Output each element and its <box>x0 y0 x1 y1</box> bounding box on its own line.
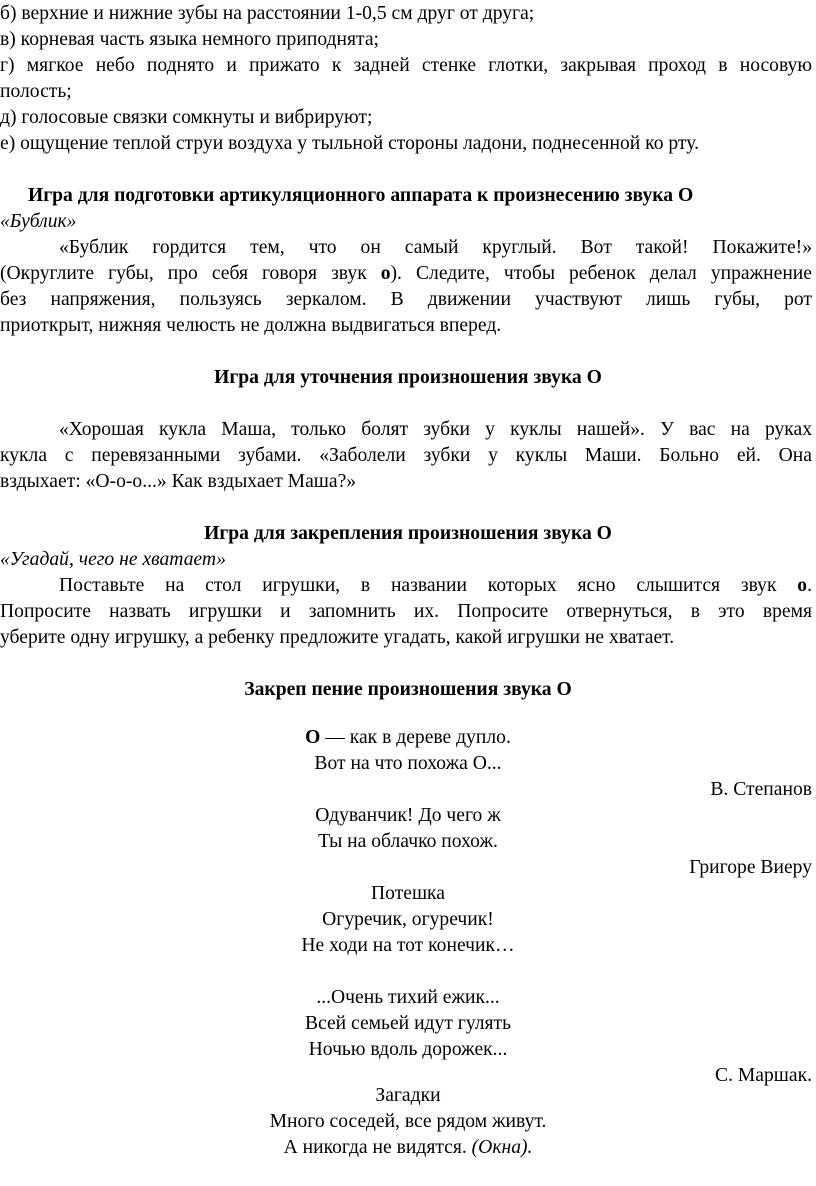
list-item-v: в) корневая часть языка немного приподнята; <box>0 29 379 50</box>
sound-letter: о <box>797 575 808 596</box>
section-heading-clarification: Игра для уточнения произношения звука О <box>214 367 602 388</box>
poem-line: Одуванчик! До чего ж <box>315 805 501 826</box>
poem-line: Огуречик, огуречик! <box>322 909 494 930</box>
paragraph-line: уберите одну игрушку, а ребенку предложите угадать, какой игрушки не хватает. <box>0 627 675 648</box>
paragraph-line: Поставьте на стол игрушки, в названии которых ясно слышится звук о. <box>59 575 812 596</box>
riddle-line: Много соседей, все рядом живут. <box>269 1111 547 1132</box>
section-heading-consolidation: Игра для закрепления произношения звука О <box>204 523 612 544</box>
riddle-line: А никогда не видятся. (Окна). <box>283 1137 533 1158</box>
list-item-b: б) верхние и нижние зубы на расстоянии 1-0,5 см друг от друга; <box>0 3 535 24</box>
paragraph-line: без напряжения, пользуясь зеркалом. В движении участвуют лишь губы, рот <box>0 289 812 310</box>
poem-line: Ты на облачко похож. <box>318 831 498 852</box>
list-item-e: е) ощущение теплой струи воздуха у тыльной стороны ладони, поднесенной ко рту. <box>0 133 699 154</box>
poem-line: Не ходи на тот конечик… <box>301 935 515 956</box>
poem-author: Григоре Виеру <box>689 857 812 878</box>
poem-line: Вот на что похожа О... <box>314 753 502 774</box>
paragraph-line: (Округлите губы, про себя говоря звук о). Следите, чтобы ребенок делал упражнение <box>0 263 812 284</box>
poem-title: Потешка <box>371 883 445 904</box>
riddles-title: Загадки <box>375 1085 441 1106</box>
poem-line: ...Очень тихий ежик... <box>316 987 500 1008</box>
poem-line: Всей семьей идут гулять <box>304 1013 512 1034</box>
paragraph-line: «Хорошая кукла Маша, только болят зубки у куклы нашей». У вас на руках <box>59 419 812 440</box>
riddle-answer: (Окна). <box>471 1137 533 1158</box>
paragraph-line: кукла с перевязанными зубами. «Заболели зубки у куклы Маши. Больно ей. Она <box>0 445 812 466</box>
game-name-bublik: «Бублик» <box>0 211 77 232</box>
poem-author: С. Маршак. <box>715 1065 812 1086</box>
paragraph-line: вздыхает: «О-о-о...» Как вздыхает Маша?» <box>0 471 357 492</box>
sound-letter: о <box>380 263 391 284</box>
poem-author: В. Степанов <box>710 779 812 800</box>
poem-line: Ночью вдоль дорожек... <box>308 1039 508 1060</box>
section-heading-singing: Закреп пение произношения звука О <box>244 679 572 700</box>
section-heading-preparation: Игра для подготовки артикуляционного аппарата к произнесению звука О <box>28 185 694 206</box>
paragraph-line: приоткрыт, нижняя челюсть не должна выдвигаться вперед. <box>0 315 502 336</box>
poem-line: О — как в дереве дупло. <box>305 727 511 748</box>
game-name-ugadai: «Угадай, чего не хватает» <box>0 549 226 570</box>
paragraph-line: Попросите назвать игрушки и запомнить их. Попросите отвернуться, в это время <box>0 601 812 622</box>
list-item-g-line2: полость; <box>0 81 72 102</box>
list-item-d: д) голосовые связки сомкнуты и вибрируют; <box>0 107 373 128</box>
paragraph-line: «Бублик гордится тем, что он самый круглый. Вот такой! Покажите!» <box>59 237 812 258</box>
sound-letter: О <box>305 727 321 748</box>
list-item-g-line1: г) мягкое небо поднято и прижато к задней стенке глотки, закрывая проход в носовую <box>0 55 812 76</box>
